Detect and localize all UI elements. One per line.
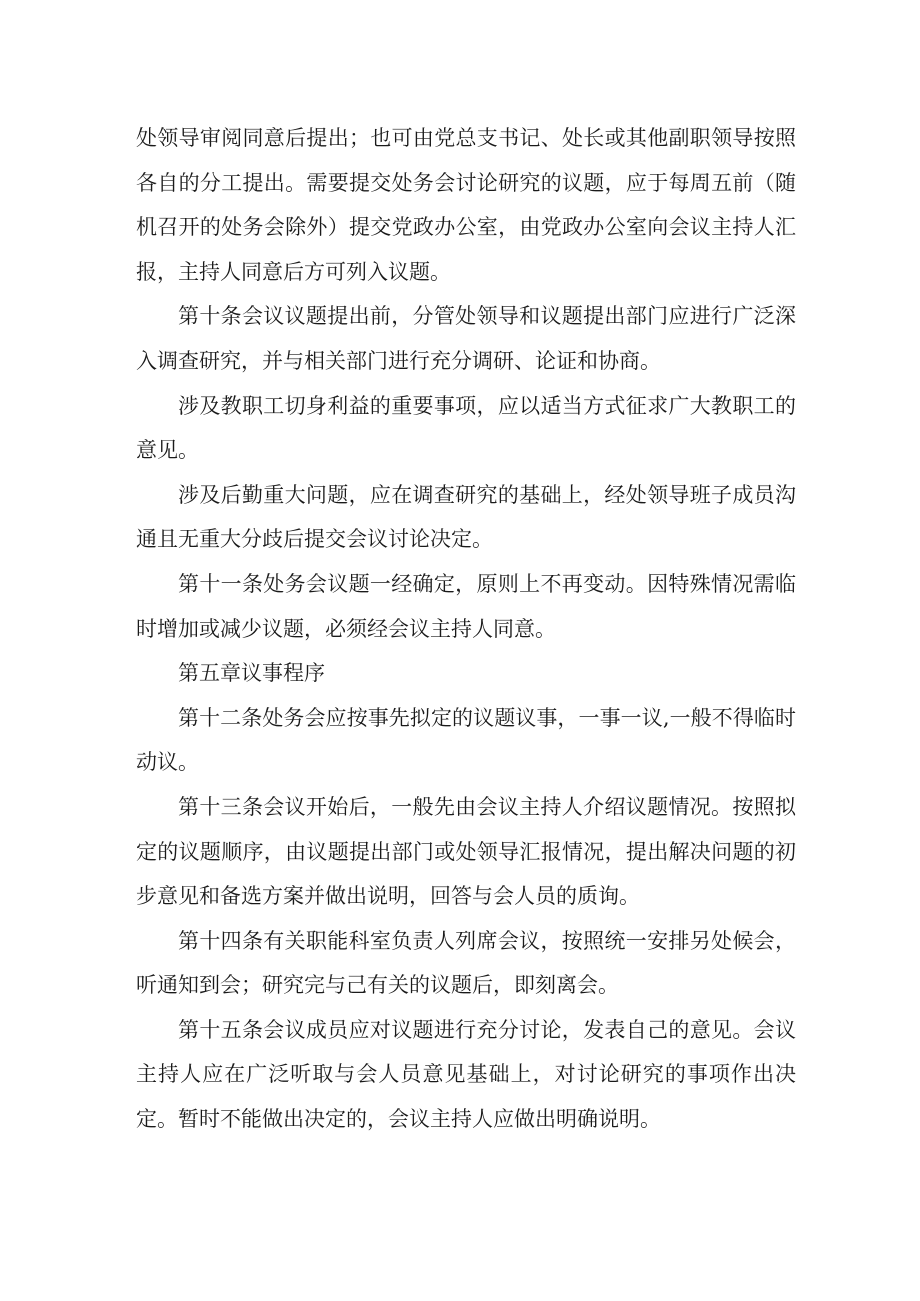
document-page — [136, 116, 796, 1142]
paragraph-continuation: 处领导审阅同意后提出；也可由党总支书记、处长或其他副职领导按照各自的分工提出。需要提交处务会讨论研究的议题，应于每周五前（随机召开的处务会除外）提交党政办公室，由党政办公室向会议主持人汇报，主持人同意后方可列入议题。 — [136, 126, 796, 284]
paragraph-article-12: 第十二条处务会应按事先拟定的议题议事，一事一议,一般不得临时动议。 — [136, 705, 796, 775]
chapter-heading: 第五章议事程序 — [178, 661, 325, 686]
paragraph-article-10: 第十条会议议题提出前，分管处领导和议题提出部门应进行广泛深入调查研究，并与相关部门进行充分调研、论证和协商。 — [136, 304, 796, 373]
paragraph-article-15: 第十五条会议成员应对议题进行充分讨论，发表自己的意见。会议主持人应在广泛听取与会人员意见基础上，对讨论研究的事项作出决定。暂时不能做出决定的，会议主持人应做出明确说明。 — [136, 1017, 796, 1132]
paragraph-staff-interests: 涉及教职工切身利益的重要事项，应以适当方式征求广大教职工的意见。 — [136, 393, 796, 463]
paragraph-article-14: 第十四条有关职能科室负责人列席会议，按照统一安排另处候会，听通知到会；研究完与己有关的议题后，即刻离会。 — [136, 928, 796, 998]
paragraph-article-11: 第十一条处务会议题一经确定，原则上不再变动。因特殊情况需临时增加或减少议题，必须经会议主持人同意。 — [136, 571, 796, 641]
paragraph-article-13: 第十三条会议开始后，一般先由会议主持人介绍议题情况。按照拟定的议题顺序，由议题提出部门或处领导汇报情况，提出解决问题的初步意见和备选方案并做出说明，回答与会人员的质询。 — [136, 794, 796, 909]
paragraph-logistics-issues: 涉及后勤重大问题，应在调查研究的基础上，经处领导班子成员沟通且无重大分歧后提交会议讨论决定。 — [136, 482, 796, 552]
